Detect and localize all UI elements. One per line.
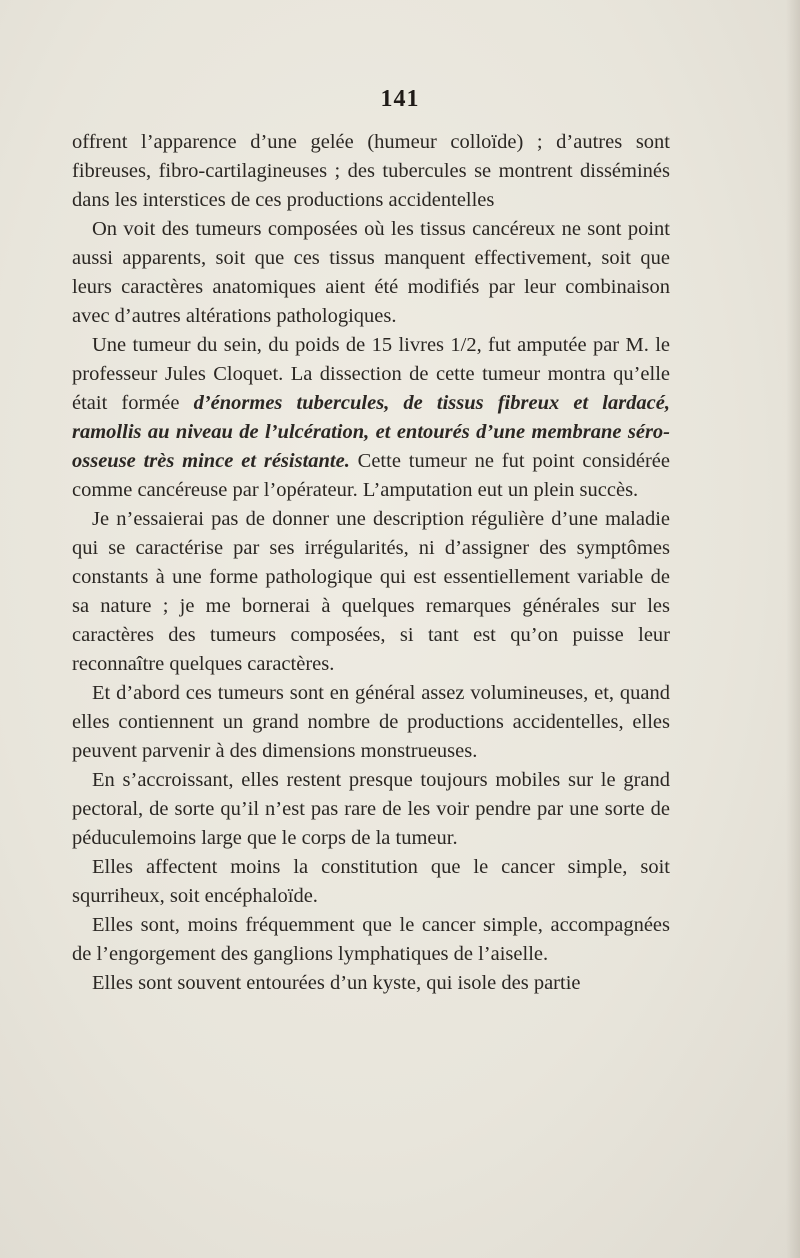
paragraph: [72, 766, 670, 853]
paragraph-text: Cette tumeur ne fut point considérée comme cancéreuse par l’opérateur. L’amputation eut un plein succès.: [72, 450, 670, 501]
paragraph: [72, 679, 670, 766]
paragraph-text: Elles sont souvent entourées d’un kyste, qui isole des partie: [92, 972, 581, 994]
paragraph: [72, 969, 670, 998]
page-edge-shadow: [786, 0, 800, 1258]
paragraph-text: Une tumeur du sein, du poids de 15 livres 1/2, fut amputée par M. le professeur Jules Cloquet. La dissection de cette tumeur montra qu’elle était formée: [72, 334, 670, 414]
paragraph-text: Je n’essaierai pas de donner une description régulière d’une maladie qui se caractérise par ses irrégularités, ni d’assigner des symptômes constants à une forme pathologique qui est essentiellement variable de sa nature ; je me bornerai à quelques remarques générales sur les caractères des tumeurs composées, si tant est qu’on puisse leur reconnaître quelques caractères.: [72, 508, 670, 675]
paragraph-text: Elles sont, moins fréquemment que le cancer simple, accompagnées de l’engorgement des ganglions lymphatiques de l’aiselle.: [72, 914, 670, 965]
paragraph: [72, 331, 670, 505]
paragraph: [72, 505, 670, 679]
body-text: [72, 128, 670, 998]
paragraph: [72, 853, 670, 911]
paragraph-text: On voit des tumeurs composées où les tissus cancéreux ne sont point aussi apparents, soit que ces tissus manquent effectivement, soit que leurs caractères anatomiques aient été modifiés par leur combinaison avec d’autres altérations pathologiques.: [72, 218, 670, 327]
paragraph: [72, 911, 670, 969]
paragraph-text: Elles affectent moins la constitution que le cancer simple, soit squrriheux, soit encéphaloïde.: [72, 856, 670, 907]
paragraph: [72, 128, 670, 215]
italic-quotation: d’énormes tubercules, de tissus fibreux et lardacé, ramollis au niveau de l’ulcération, et entourés d’une membrane séro-osseuse très mince et résistante.: [72, 392, 670, 472]
paragraph: [72, 215, 670, 331]
page-number: 141: [380, 86, 420, 112]
paragraph-text: En s’accroissant, elles restent presque toujours mobiles sur le grand pectoral, de sorte qu’il n’est pas rare de les voir pendre par une sorte de péduculemoins large que le corps de la tumeur.: [72, 769, 670, 849]
paragraph-text: offrent l’apparence d’une gelée (humeur colloïde) ; d’autres sont fibreuses, fibro-cartilagineuses ; des tubercules se montrent disséminés dans les interstices de ces productions accidentelles: [72, 131, 670, 211]
paragraph-text: Et d’abord ces tumeurs sont en général assez volumineuses, et, quand elles contiennent un grand nombre de productions accidentelles, elles peuvent parvenir à des dimensions monstrueuses.: [72, 682, 670, 762]
